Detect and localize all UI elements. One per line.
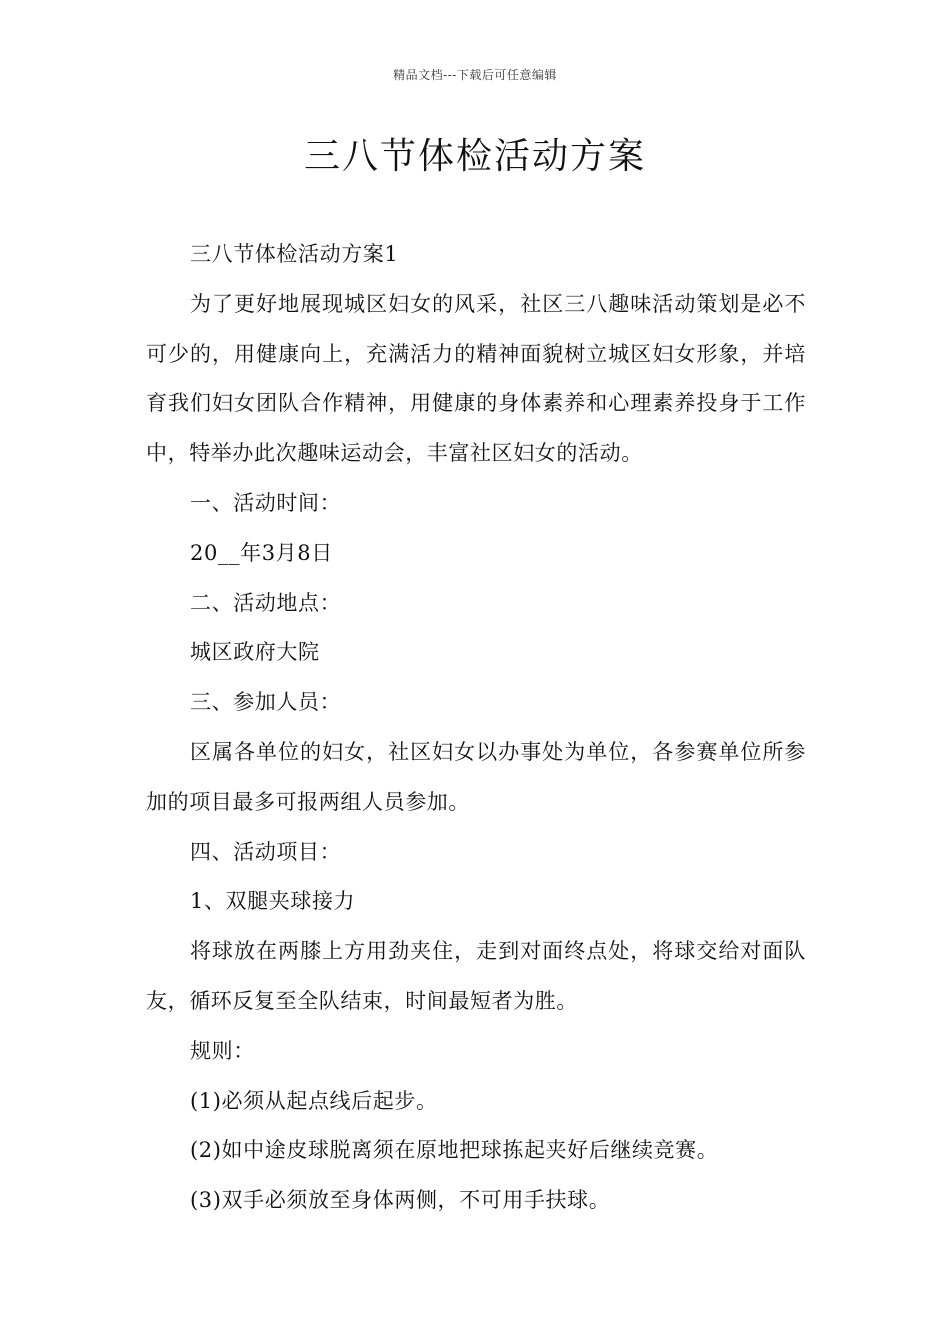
section-heading: 三八节体检活动方案1 bbox=[190, 242, 399, 266]
header-note: 精品文档---下载后可任意编辑 bbox=[393, 68, 557, 82]
section-heading: 三、参加人员： bbox=[190, 690, 342, 715]
section-heading: 二、活动地点： bbox=[190, 590, 342, 615]
list-item: (3)双手必须放至身体两侧，不可用手扶球。 bbox=[190, 1188, 611, 1213]
section-heading: 四、活动项目： bbox=[190, 839, 342, 864]
paragraph: 城区政府大院 bbox=[190, 640, 320, 665]
paragraph: 20__年3月8日 bbox=[190, 540, 333, 565]
section-heading: 一、活动时间： bbox=[190, 490, 342, 515]
paragraph: 为了更好地展现城区妇女的风采，社区三八趣味活动策划是必不可少的，用健康向上，充满活力的精神面貌树立城区妇女形象，并培育我们妇女团队合作精神，用健康的身体素养和心理素养投身于工作中，特举办此次趣味运动会，丰富社区妇女的活动。 bbox=[146, 291, 806, 466]
paragraph: 规则： bbox=[190, 1038, 255, 1063]
document-body bbox=[146, 230, 806, 1226]
subsection-heading: 1、双腿夹球接力 bbox=[190, 889, 356, 914]
list-item: (2)如中途皮球脱离须在原地把球拣起夹好后继续竞赛。 bbox=[190, 1138, 719, 1163]
list-item: (1)必须从起点线后起步。 bbox=[190, 1088, 438, 1113]
paragraph: 将球放在两膝上方用劲夹住，走到对面终点处，将球交给对面队友，循环反复至全队结束，时间最短者为胜。 bbox=[146, 939, 806, 1013]
paragraph: 区属各单位的妇女，社区妇女以办事处为单位，各参赛单位所参加的项目最多可报两组人员参加。 bbox=[146, 739, 806, 814]
document-title: 三八节体检活动方案 bbox=[303, 136, 646, 177]
